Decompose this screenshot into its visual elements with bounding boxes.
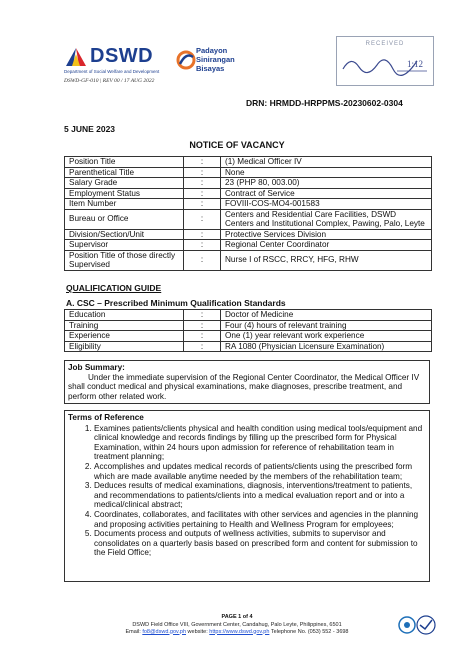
qualification-guide-title: QUALIFICATION GUIDE (66, 283, 162, 293)
bp-line-2: Sinirangan (196, 55, 235, 64)
row-label: Experience (65, 331, 184, 342)
row-colon: : (184, 341, 221, 352)
row-colon: : (184, 320, 221, 331)
terms-title: Terms of Reference (68, 413, 144, 422)
position-row (65, 229, 432, 240)
website-label: website: (187, 628, 208, 635)
row-colon: : (184, 240, 221, 251)
notice-date: 5 JUNE 2023 (64, 124, 116, 134)
position-row (65, 209, 432, 229)
terms-box (64, 410, 430, 582)
svg-text:1:12: 1:12 (407, 59, 424, 69)
notice-title: NOTICE OF VACANCY (189, 140, 285, 150)
row-value: 23 (PHP 80, 003.00) (221, 178, 432, 189)
row-value: Contract of Service (221, 188, 432, 199)
terms-item: 5. Documents process and outputs of wellness activities, submits to supervisor and consolidates on a quarterly basis based on prescribed form and content for submission to the Field Office; (94, 529, 426, 558)
form-reference: DSWD-GF-010 | REV 00 / 17 AUG 2022 (64, 78, 155, 84)
qualification-row (65, 341, 432, 352)
row-colon: : (184, 250, 221, 270)
row-label: Salary Grade (65, 178, 184, 189)
dswd-logo (64, 44, 194, 94)
qualification-row (65, 320, 432, 331)
row-label: Bureau or Office (65, 209, 184, 229)
bp-swirl-icon (176, 48, 196, 72)
position-row (65, 167, 432, 178)
drn-number: DRN: HRMDD-HRPPMS-20230602-0304 (246, 98, 403, 108)
bp-line-3: Bisayas (196, 64, 225, 73)
row-value: None (221, 167, 432, 178)
signature-icon (337, 47, 431, 81)
row-colon: : (184, 199, 221, 210)
row-value: One (1) year relevant work experience (221, 331, 432, 342)
row-label: Item Number (65, 199, 184, 210)
row-label: Employment Status (65, 188, 184, 199)
row-value: Four (4) hours of relevant training (221, 320, 432, 331)
footer-address: DSWD Field Office VIII, Government Center, Candahug, Palo Leyte, Philippines, 6501 (132, 622, 342, 628)
received-stamp (336, 36, 434, 86)
terms-list (68, 424, 426, 558)
csc-table (64, 309, 432, 352)
terms-item: 2. Accomplishes and updates medical records of patients/clients using the prescribed form which are made available anytime needed by the members of the rehabilitation team; (94, 462, 426, 481)
job-summary-text: Under the immediate supervision of the Regional Center Coordinator, the Medical Officer IV shall conduct medical and physical examinations, make diagnoses, prescribe treatment, and perform other related work. (68, 372, 420, 401)
row-colon: : (184, 331, 221, 342)
dswd-emblem-icon (64, 46, 88, 68)
website-link[interactable]: https://www.dswd.gov.ph (209, 628, 270, 635)
qualification-row (65, 331, 432, 342)
row-value: Nurse I of RSCC, RRCY, HFG, RHW (221, 250, 432, 270)
row-colon: : (184, 178, 221, 189)
row-label: Position Title of those directly Supervised (65, 250, 184, 270)
dswd-logo-text: DSWD (90, 45, 154, 67)
row-value: RA 1080 (Physician Licensure Examination) (221, 341, 432, 352)
row-value: FOVIII-COS-MO4-001583 (221, 199, 432, 210)
row-label: Parenthetical Title (65, 167, 184, 178)
position-row (65, 199, 432, 210)
row-label: Division/Section/Unit (65, 229, 184, 240)
bp-line-1: Padayon (196, 46, 228, 55)
dswd-logo-subtitle: Department of Social Welfare and Development (64, 69, 160, 74)
telephone: Telephone No. (053) 552 - 3698 (270, 628, 349, 635)
terms-item: 4. Coordinates, collaborates, and facilitates with other services and agencies in the planning and proposing activities pertaining to Health and Wellness Program for employees; (94, 510, 426, 529)
position-row (65, 250, 432, 270)
position-row (65, 240, 432, 251)
row-colon: : (184, 310, 221, 321)
bagong-pilipinas-logo (176, 46, 256, 80)
row-label: Eligibility (65, 341, 184, 352)
row-label: Supervisor (65, 240, 184, 251)
terms-item: 1. Examines patients/clients physical and health condition using medical tools/equipment and clinical knowledge and records findings by filling up the prescribed form for Physical Examination, within 24 hours upon admission for reference of rehabilitation team in treatment planning; (94, 424, 426, 462)
email-label: Email: (125, 628, 141, 635)
row-label: Training (65, 320, 184, 331)
row-label: Position Title (65, 157, 184, 168)
row-value: Doctor of Medicine (221, 310, 432, 321)
row-colon: : (184, 157, 221, 168)
position-row (65, 188, 432, 199)
email-link[interactable]: fo8@dswd.gov.ph (142, 628, 187, 635)
row-value: Regional Center Coordinator (221, 240, 432, 251)
csc-title: A. CSC – Prescribed Minimum Qualification Standards (66, 298, 286, 308)
row-colon: : (184, 229, 221, 240)
stamp-label: RECEIVED (365, 41, 405, 47)
position-row (65, 178, 432, 189)
job-summary-box (64, 360, 430, 404)
page-number: PAGE 1 of 4 (221, 614, 253, 620)
row-value: Protective Services Division (221, 229, 432, 240)
row-label: Education (65, 310, 184, 321)
row-colon: : (184, 209, 221, 229)
position-row (65, 157, 432, 168)
row-colon: : (184, 188, 221, 199)
position-table (64, 156, 432, 271)
iso-cert-icon (398, 614, 438, 636)
job-summary-title: Job Summary: (68, 363, 125, 372)
terms-item: 3. Deduces results of medical examinations, diagnosis, interventions/treatment to patients, and recommendations to patients/clients into a medical evaluation report and or into a medical/clinical abstract; (94, 481, 426, 510)
row-value: Centers and Residential Care Facilities, DSWD Centers and Institutional Complex, Pawing, Palo, Leyte (221, 209, 432, 229)
row-value: (1) Medical Officer IV (221, 157, 432, 168)
qualification-row (65, 310, 432, 321)
row-colon: : (184, 167, 221, 178)
